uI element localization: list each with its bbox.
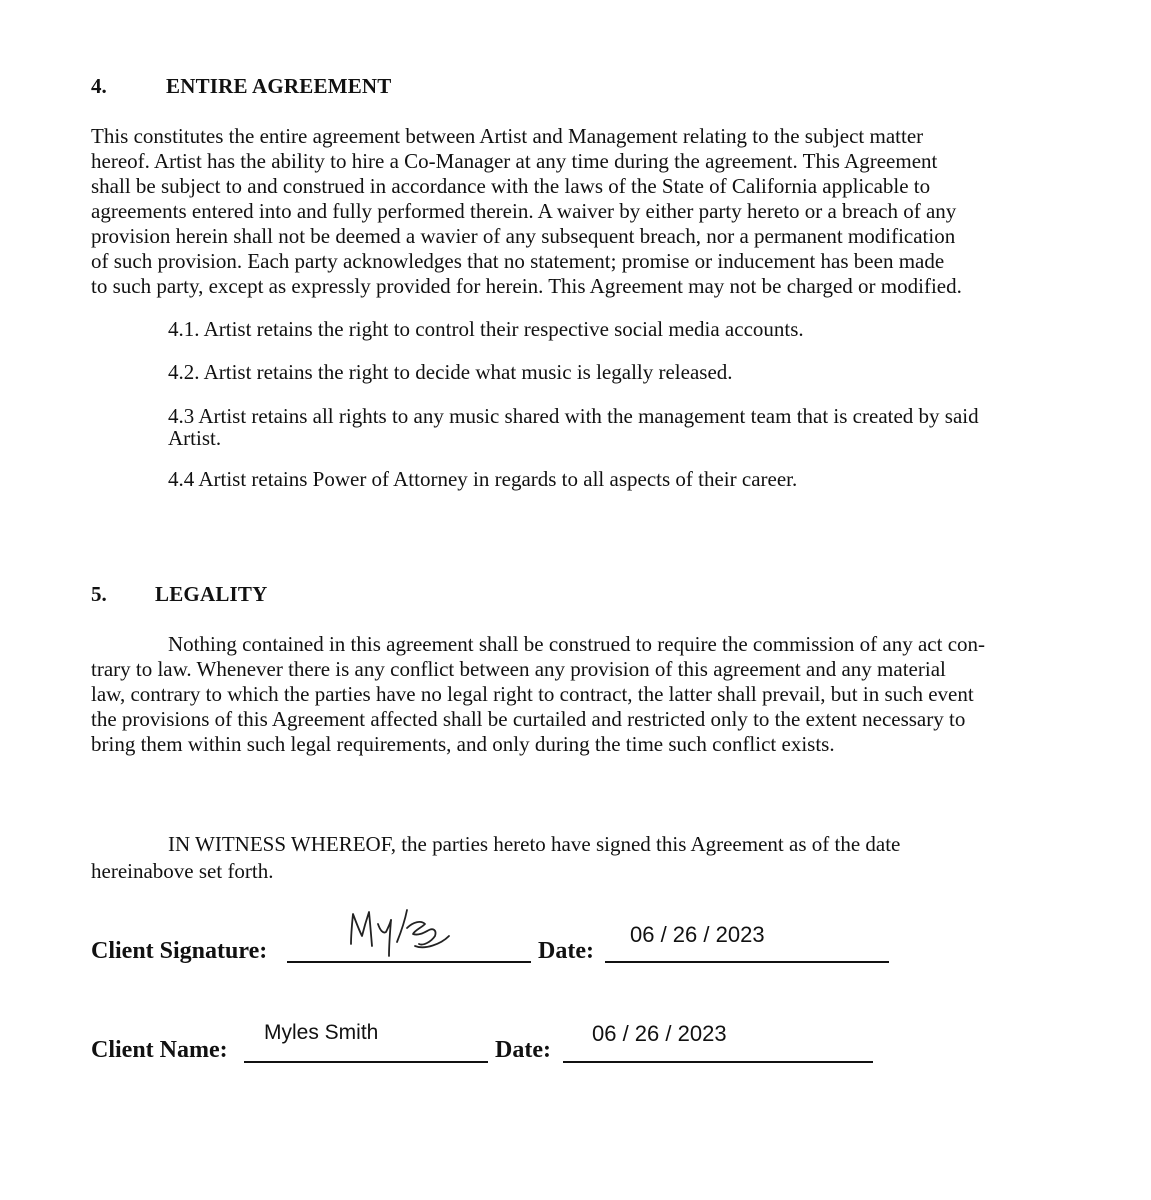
paragraph-line: shall be subject to and construed in accordance with the laws of the State of California applicable to bbox=[91, 174, 931, 198]
handwritten-signature bbox=[345, 906, 455, 964]
subsection-item bbox=[168, 361, 733, 383]
subsection-text: 4.1. Artist retains the right to control their respective social media accounts. bbox=[168, 317, 804, 341]
client-name-label: Client Name: bbox=[91, 1037, 228, 1063]
client-name-value: Myles Smith bbox=[264, 1021, 379, 1044]
date-label: Date: bbox=[538, 938, 594, 964]
subsection-text: Artist. bbox=[168, 426, 222, 450]
date-value: 06 / 26 / 2023 bbox=[592, 1021, 727, 1046]
section-title: LEGALITY bbox=[155, 582, 268, 606]
date-label: Date: bbox=[495, 1037, 551, 1063]
subsection-text: 4.3 Artist retains all rights to any music shared with the management team that is created by said bbox=[168, 404, 979, 428]
paragraph-line: agreements entered into and fully performed therein. A waiver by either party hereto or a breach of any bbox=[91, 199, 957, 223]
paragraph-line: law, contrary to which the parties have no legal right to contract, the latter shall prevail, but in such event bbox=[91, 682, 974, 706]
date-line bbox=[563, 1061, 873, 1063]
paragraph-line: trary to law. Whenever there is any conflict between any provision of this agreement and any material bbox=[91, 657, 946, 681]
date-value: 06 / 26 / 2023 bbox=[630, 922, 765, 947]
paragraph-line: hereinabove set forth. bbox=[91, 859, 274, 883]
paragraph-line: the provisions of this Agreement affected shall be curtailed and restricted only to the extent necessary to bbox=[91, 707, 966, 731]
section-number: 4. bbox=[91, 74, 107, 98]
client-signature-label: Client Signature: bbox=[91, 938, 268, 964]
section-title: ENTIRE AGREEMENT bbox=[166, 74, 392, 98]
subsection-text: 4.2. Artist retains the right to decide what music is legally released. bbox=[168, 360, 733, 384]
name-line bbox=[244, 1061, 488, 1063]
subsection-item bbox=[168, 318, 804, 340]
subsection-text: 4.4 Artist retains Power of Attorney in regards to all aspects of their career. bbox=[168, 467, 798, 491]
paragraph-line: to such party, except as expressly provided for herein. This Agreement may not be charged or modified. bbox=[91, 274, 962, 298]
subsection-item bbox=[168, 405, 979, 449]
paragraph-line: hereof. Artist has the ability to hire a Co-Manager at any time during the agreement. This Agreement bbox=[91, 149, 938, 173]
paragraph-line: IN WITNESS WHEREOF, the parties hereto have signed this Agreement as of the date bbox=[168, 832, 901, 856]
paragraph-line: Nothing contained in this agreement shall be construed to require the commission of any act con- bbox=[168, 632, 986, 656]
paragraph-line: provision herein shall not be deemed a wavier of any subsequent breach, nor a permanent modification bbox=[91, 224, 956, 248]
section-paragraph bbox=[91, 124, 962, 299]
section-paragraph bbox=[91, 632, 985, 757]
paragraph-line: This constitutes the entire agreement between Artist and Management relating to the subject matter bbox=[91, 124, 924, 148]
paragraph-line: bring them within such legal requirements, and only during the time such conflict exists. bbox=[91, 732, 835, 756]
subsection-item bbox=[168, 468, 797, 490]
witness-clause bbox=[91, 831, 900, 885]
section-number: 5. bbox=[91, 582, 107, 606]
paragraph-line: of such provision. Each party acknowledges that no statement; promise or inducement has been made bbox=[91, 249, 945, 273]
date-line bbox=[605, 961, 889, 963]
